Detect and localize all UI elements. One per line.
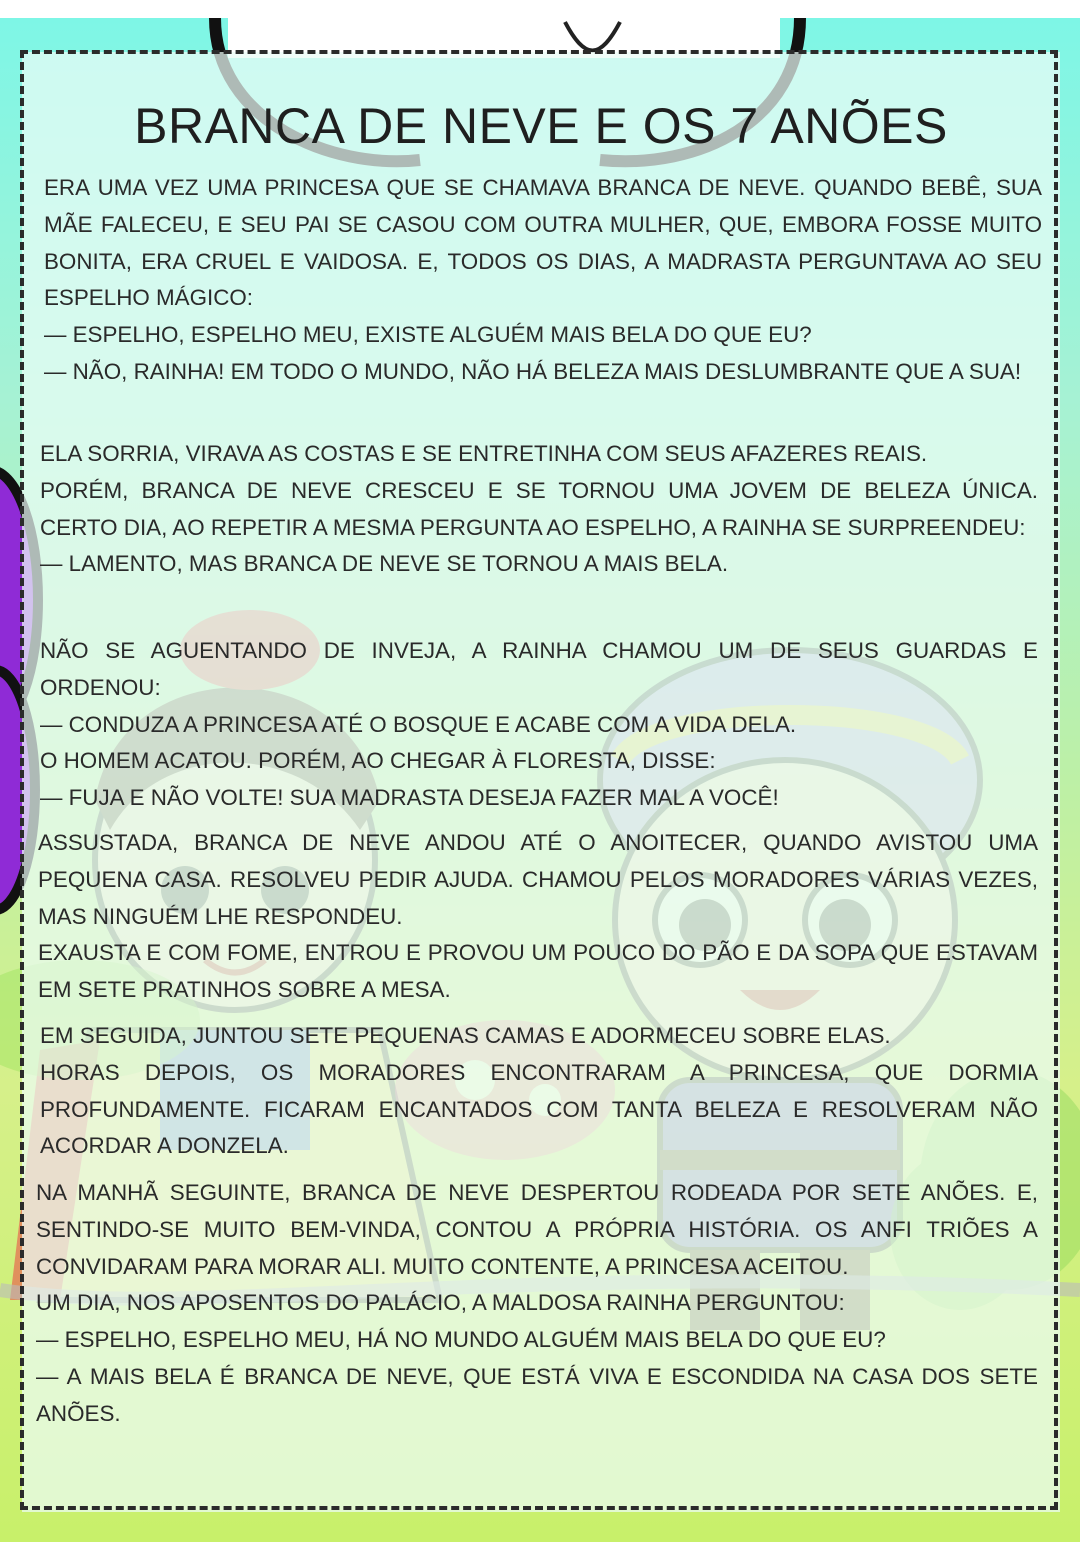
paragraph-5 (40, 1018, 1038, 1165)
paragraph-2 (40, 436, 1038, 583)
paragraph-line: EM SEGUIDA, JUNTOU SETE PEQUENAS CAMAS E ADORMECEU SOBRE ELAS. (40, 1023, 891, 1048)
paragraph-line: — A MAIS BELA É BRANCA DE NEVE, QUE ESTÁ VIVA E ESCONDIDA NA CASA DOS SETE ANÕES. (36, 1363, 1038, 1426)
story-title: BRANCA DE NEVE E OS 7 ANÕES (134, 98, 948, 154)
paragraph-line: HORAS DEPOIS, OS MORADORES ENCONTRARAM A PRINCESA, QUE DORMIA PROFUNDAMENTE. FICARAM ENCANTADOS COM TANTA BELEZA E RESOLVERAM NÃO ACORDAR A DONZELA. (40, 1059, 1038, 1159)
paragraph-line: — NÃO, RAINHA! EM TODO O MUNDO, NÃO HÁ BELEZA MAIS DESLUMBRANTE QUE A SUA! (44, 358, 1022, 384)
paragraph-1 (44, 170, 1042, 391)
paragraph-line: ASSUSTADA, BRANCA DE NEVE ANDOU ATÉ O ANOITECER, QUANDO AVISTOU UMA PEQUENA CASA. RESOLVEU PEDIR AJUDA. CHAMOU PELOS MORADORES VÁRIAS VEZES, MAS NINGUÉM LHE RESPONDEU. (38, 830, 1038, 929)
paragraph-line: — ESPELHO, ESPELHO MEU, HÁ NO MUNDO ALGUÉM MAIS BELA DO QUE EU? (36, 1327, 886, 1353)
paragraph-line: ELA SORRIA, VIRAVA AS COSTAS E SE ENTRETINHA COM SEUS AFAZERES REAIS. (40, 441, 928, 466)
paragraph-line: — ESPELHO, ESPELHO MEU, EXISTE ALGUÉM MAIS BELA DO QUE EU? (44, 322, 812, 348)
paragraph-line: EXAUSTA E COM FOME, ENTROU E PROVOU UM POUCO DO PÃO E DA SOPA QUE ESTAVAM EM SETE PRATINHOS SOBRE A MESA. (38, 940, 1038, 1003)
paragraph-line: ERA UMA VEZ UMA PRINCESA QUE SE CHAMAVA BRANCA DE NEVE. QUANDO BEBÊ, SUA MÃE FALECEU, E SEU PAI SE CASOU COM OUTRA MULHER, QUE, EMBORA FOSSE MUITO BONITA, ERA CRUEL E VAIDOSA. E, TODOS OS DIAS, A MADRASTA PERGUNTAVA AO SEU ESPELHO MÁGICO: (44, 175, 1042, 311)
paragraph-line: O HOMEM ACATOU. PORÉM, AO CHEGAR À FLORESTA, DISSE: (40, 748, 716, 774)
paragraph-3 (40, 633, 1038, 817)
paragraph-line: NÃO SE AGUENTANDO DE INVEJA, A RAINHA CHAMOU UM DE SEUS GUARDAS E ORDENOU: (40, 638, 1038, 700)
paragraph-4 (38, 825, 1038, 1009)
paragraph-line: — CONDUZA A PRINCESA ATÉ O BOSQUE E ACABE COM A VIDA DELA. (40, 711, 797, 737)
paragraph-line: NA MANHÃ SEGUINTE, BRANCA DE NEVE DESPERTOU RODEADA POR SETE ANÕES. E, SENTINDO-SE MUITO BEM-VINDA, CONTOU A PRÓPRIA HISTÓRIA. OS ANFI TRIÕES A CONVIDARAM PARA MORAR ALI. MUITO CONTENTE, A PRINCESA ACEITOU. (36, 1180, 1038, 1279)
paragraph-line: — FUJA E NÃO VOLTE! SUA MADRASTA DESEJA FAZER MAL A VOCÊ! (40, 785, 779, 811)
paragraph-line: — LAMENTO, MAS BRANCA DE NEVE SE TORNOU A MAIS BELA. (40, 551, 729, 577)
paragraph-6 (36, 1175, 1038, 1433)
paragraph-line: PORÉM, BRANCA DE NEVE CRESCEU E SE TORNOU UMA JOVEM DE BELEZA ÚNICA. CERTO DIA, AO REPETIR A MESMA PERGUNTA AO ESPELHO, A RAINHA SE SURPREENDEU: (40, 477, 1038, 540)
paragraph-line: UM DIA, NOS APOSENTOS DO PALÁCIO, A MALDOSA RAINHA PERGUNTOU: (36, 1290, 845, 1316)
